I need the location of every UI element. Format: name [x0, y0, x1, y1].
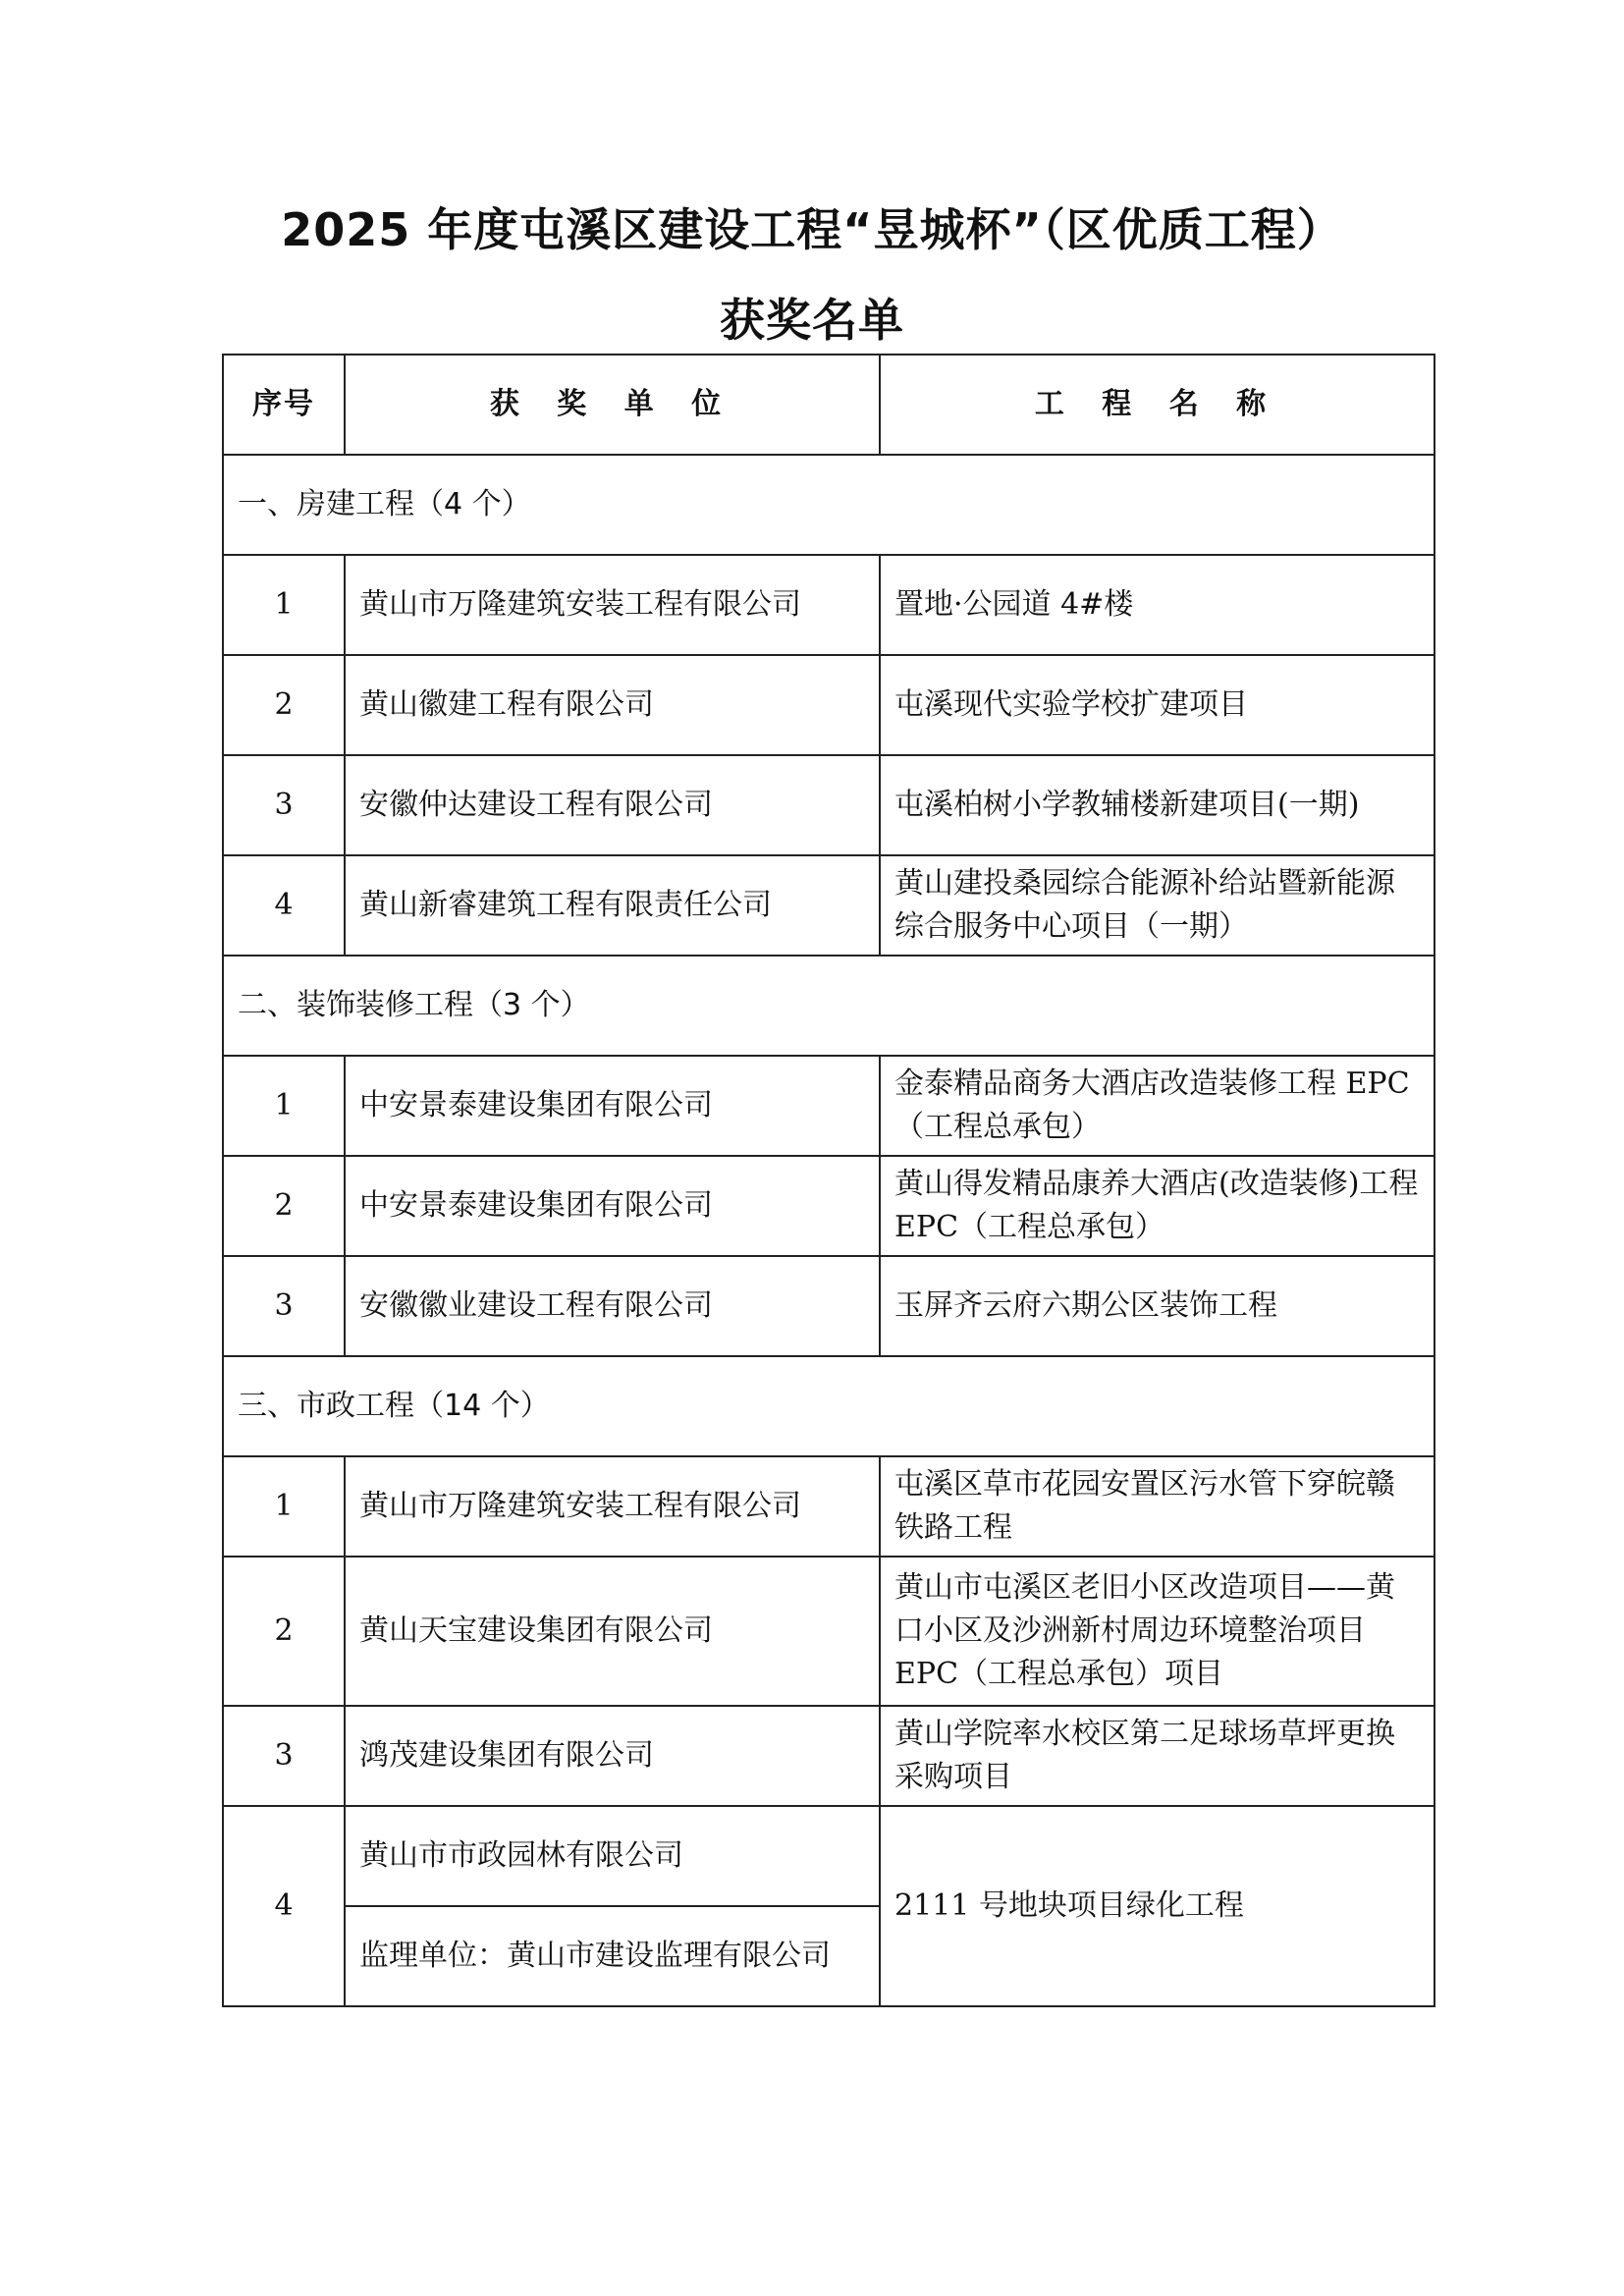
section-heading: 三、市政工程（14 个）	[223, 1356, 1435, 1456]
table-row	[223, 1056, 1435, 1156]
row-unit: 黄山天宝建设集团有限公司	[345, 1557, 880, 1706]
table-row	[223, 1806, 1435, 1906]
header-unit: 获 奖 单 位	[345, 355, 880, 455]
row-unit: 黄山市万隆建筑安装工程有限公司	[345, 1456, 880, 1557]
section-row	[223, 1356, 1435, 1456]
document-title: 2025 年度屯溪区建设工程“昱城杯”（区优质工程）	[281, 203, 1343, 256]
row-unit: 安徽仲达建设工程有限公司	[345, 755, 880, 855]
row-unit: 黄山新睿建筑工程有限责任公司	[345, 855, 880, 956]
row-no: 3	[223, 755, 345, 855]
row-no: 4	[223, 1806, 345, 2006]
row-project: 黄山得发精品康养大酒店(改造装修)工程 EPC（工程总承包）	[880, 1156, 1435, 1256]
row-project: 屯溪柏树小学教辅楼新建项目(一期)	[880, 755, 1435, 855]
row-unit: 中安景泰建设集团有限公司	[345, 1056, 880, 1156]
table-row	[223, 1706, 1435, 1806]
row-no: 1	[223, 1056, 345, 1156]
table-row	[223, 1156, 1435, 1256]
row-unit: 黄山市万隆建筑安装工程有限公司	[345, 555, 880, 655]
section-row	[223, 455, 1435, 555]
row-no: 1	[223, 555, 345, 655]
award-table	[222, 354, 1435, 2007]
row-project: 屯溪区草市花园安置区污水管下穿皖赣铁路工程	[880, 1456, 1435, 1557]
table-row	[223, 855, 1435, 956]
row-supervisor: 监理单位：黄山市建设监理有限公司	[345, 1906, 880, 2006]
section-heading: 一、房建工程（4 个）	[223, 455, 1435, 555]
table-header-row	[223, 355, 1435, 455]
row-unit: 鸿茂建设集团有限公司	[345, 1706, 880, 1806]
row-project: 屯溪现代实验学校扩建项目	[880, 655, 1435, 755]
row-no: 3	[223, 1706, 345, 1806]
table-row	[223, 1557, 1435, 1706]
table-row	[223, 755, 1435, 855]
row-unit: 安徽徽业建设工程有限公司	[345, 1256, 880, 1356]
table-row	[223, 1256, 1435, 1356]
row-unit: 黄山徽建工程有限公司	[345, 655, 880, 755]
row-project: 黄山建投桑园综合能源补给站暨新能源综合服务中心项目（一期）	[880, 855, 1435, 956]
row-project: 黄山学院率水校区第二足球场草坪更换采购项目	[880, 1706, 1435, 1806]
table-row	[223, 655, 1435, 755]
row-no: 3	[223, 1256, 345, 1356]
row-unit: 中安景泰建设集团有限公司	[345, 1156, 880, 1256]
row-project: 2111 号地块项目绿化工程	[880, 1806, 1435, 2006]
header-no: 序号	[223, 355, 345, 455]
section-row	[223, 956, 1435, 1056]
row-no: 2	[223, 655, 345, 755]
row-project: 金泰精品商务大酒店改造装修工程 EPC（工程总承包）	[880, 1056, 1435, 1156]
table-row	[223, 1456, 1435, 1557]
row-project: 玉屏齐云府六期公区装饰工程	[880, 1256, 1435, 1356]
row-no: 2	[223, 1156, 345, 1256]
table-row	[223, 555, 1435, 655]
document-subtitle: 获奖名单	[720, 294, 904, 347]
row-no: 1	[223, 1456, 345, 1557]
row-no: 4	[223, 855, 345, 956]
row-unit: 黄山市市政园林有限公司	[345, 1806, 880, 1906]
row-no: 2	[223, 1557, 345, 1706]
section-heading: 二、装饰装修工程（3 个）	[223, 956, 1435, 1056]
row-project: 黄山市屯溪区老旧小区改造项目——黄口小区及沙洲新村周边环境整治项目 EPC（工程总承包）项目	[880, 1557, 1435, 1706]
row-project: 置地·公园道 4#楼	[880, 555, 1435, 655]
header-project: 工 程 名 称	[880, 355, 1435, 455]
